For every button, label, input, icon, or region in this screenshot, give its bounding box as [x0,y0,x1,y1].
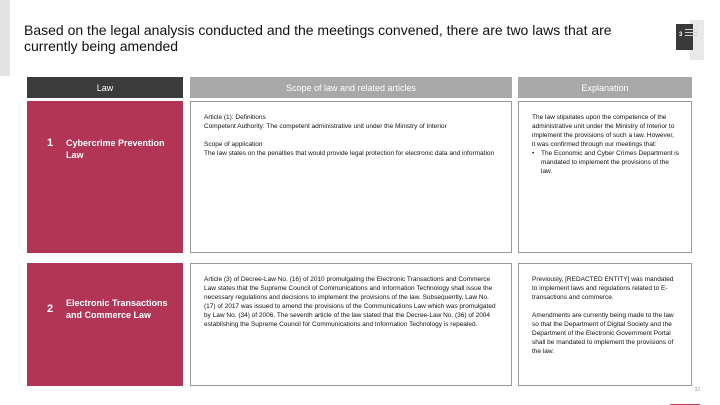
law-name: Cybercrime Prevention Law [66,138,165,160]
law-cell-row-2 [27,263,183,386]
column-header-law: Law [27,77,183,98]
scope-text: Competent Authority: The competent administrative unit under the Ministry of Interior [204,123,447,130]
law-number: 2 [47,303,54,315]
explanation-text: The law stipulates upon the competence of the administrative unit under the Ministry of Interior to implement the provisions of such a law. However, it was confirmed through our meetings that: [532,114,675,148]
scope-text: Article (1): Definitions [204,114,266,121]
left-accent-bar [0,0,10,76]
logo [676,20,704,60]
slide-title: Based on the legal analysis conducted and the meetings convened, there are two laws that are currently being amended [24,22,612,54]
explanation-text: Previously, [REDACTED ENTITY] was mandated to implement laws and regulations related to E-transactions and commerce. [532,276,674,301]
explanation-box-row-2 [518,263,692,386]
law-name: Electronic Transactions and Commerce Law [66,298,168,320]
law-number: 1 [47,137,54,149]
scope-text: Scope of application [204,141,263,148]
scope-text: The law states on the penalties that would provide legal protection for electronic data and information [204,150,495,157]
scope-box-row-2 [190,263,512,386]
explanation-bullet-text: The Economic and Cyber Crimes Department is mandated to implement the provisions of the law. [541,150,679,175]
explanation-bullet [532,149,679,176]
logo-number: 3 [679,32,683,38]
column-header-scope: Scope of law and related articles [190,77,512,98]
scope-text: Article (3) of Decree-Law No. (16) of 2010 promulgating the Electronic Transactions and Commerce Law states that the Supreme Council of Communications and Information Technology shall issue the necessary regulations and decisions to implement the provisions of the law. Subsequently, Law No. (17) of 2017 was issued to amend the provisions of the Communications Law which was promulgated by Law No. (34) of 2006. The seventh article of the law stated that the Decree-Law No. (36) of 2004 establishing the Supreme Council for Communications and Information Technology is repealed. [204,276,496,328]
explanation-text: Amendments are currently being made to the law so that the Department of Digital Society and the Department of the Electronic Government Portal shall be mandated to implement the provisions of the law. [532,312,674,355]
explanation-box-row-1 [518,101,692,253]
column-header-explanation: Explanation [518,77,692,98]
scope-box-row-1 [190,101,512,253]
bullet-dot: • [532,150,535,157]
page-number: 32 [694,387,700,393]
logo-lines [685,29,697,38]
law-cell-row-1 [27,101,183,253]
